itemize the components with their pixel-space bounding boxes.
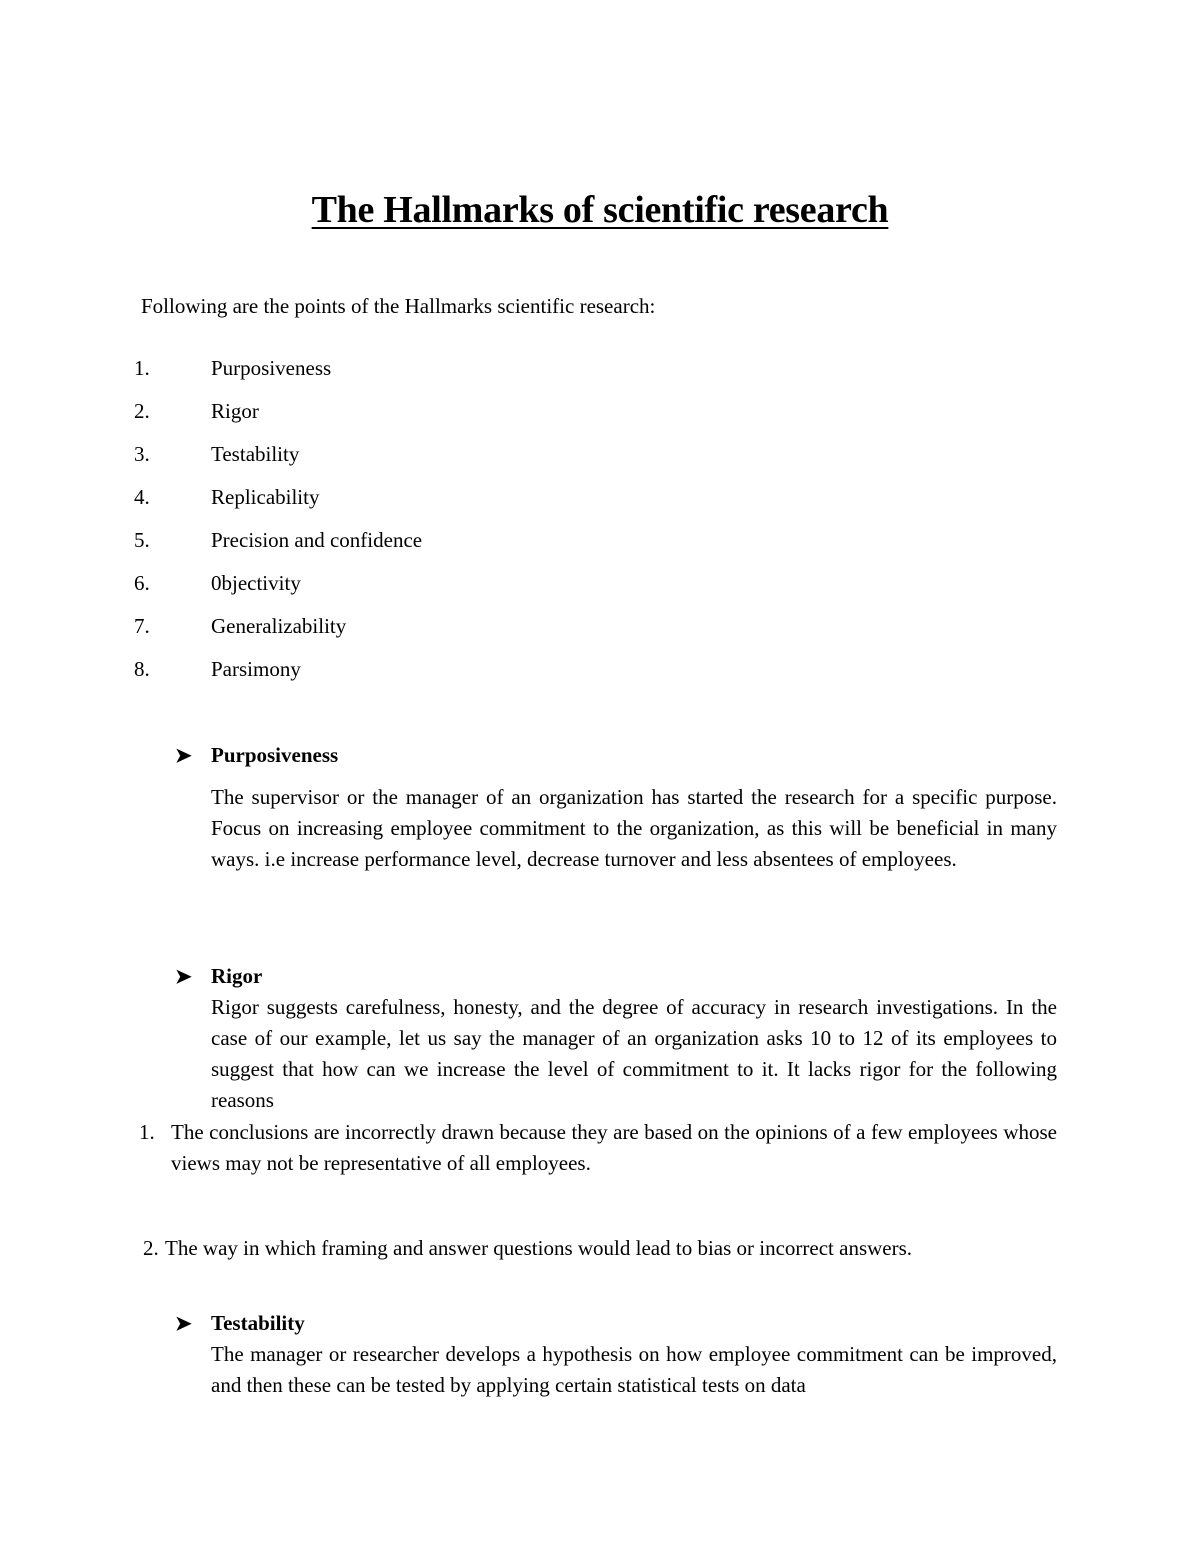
arrow-bullet-icon: ➤ (175, 745, 192, 767)
reason-text: The way in which framing and answer questions would lead to bias or incorrect answers. (165, 1236, 913, 1260)
list-number: 1. (134, 356, 150, 380)
list-label: Generalizability (211, 614, 347, 638)
list-number: 2. (134, 399, 150, 423)
rigor-reason-item (139, 1117, 1057, 1179)
section-heading-testability (175, 1308, 305, 1339)
testability-paragraph: The manager or researcher develops a hypothesis on how employee commitment can be improved, and then these can be tested by applying certain statistical tests on data (211, 1342, 1057, 1397)
list-number: 7. (134, 614, 150, 638)
purposiveness-paragraph: The supervisor or the manager of an organization has started the research for a specific purpose. Focus on increasing employee commitment to the organization, as this will be beneficial in many ways. i.e increase performance level, decrease turnover and less absentees of employees. (211, 785, 1057, 871)
list-number: 4. (134, 485, 150, 509)
list-label: Precision and confidence (211, 528, 423, 552)
list-number: 3. (134, 442, 150, 466)
list-label: Replicability (211, 485, 320, 509)
intro-text: Following are the points of the Hallmarks scientific research: (141, 294, 656, 318)
section-heading-rigor (175, 961, 262, 992)
list-label: Parsimony (211, 657, 301, 681)
section-heading-label: Purposiveness (211, 743, 339, 767)
list-label: Rigor (211, 399, 259, 423)
list-number: 6. (134, 571, 150, 595)
list-label: Purposiveness (211, 356, 332, 380)
reason-number: 1. (139, 1120, 155, 1144)
arrow-bullet-icon: ➤ (175, 966, 192, 988)
section-heading-label: Rigor (211, 964, 263, 988)
section-heading-purposiveness (175, 740, 338, 771)
rigor-paragraph: Rigor suggests carefulness, honesty, and the degree of accuracy in research investigations. In the case of our example, let us say the manager of an organization asks 10 to 12 of its employees to suggest that how can we increase the level of commitment to it. It lacks rigor for the following reasons (211, 995, 1057, 1112)
reason-number: 2. (143, 1236, 159, 1260)
document-title: The Hallmarks of scientific research (311, 189, 889, 231)
list-label: 0bjectivity (211, 571, 301, 595)
arrow-bullet-icon: ➤ (175, 1313, 192, 1335)
list-number: 5. (134, 528, 150, 552)
list-number: 8. (134, 657, 150, 681)
reason-text: The conclusions are incorrectly drawn because they are based on the opinions of a few employees whose views may not be representative of all employees. (171, 1120, 1057, 1175)
rigor-reason-item (143, 1233, 1043, 1264)
section-heading-label: Testability (211, 1311, 305, 1335)
list-label: Testability (211, 442, 300, 466)
